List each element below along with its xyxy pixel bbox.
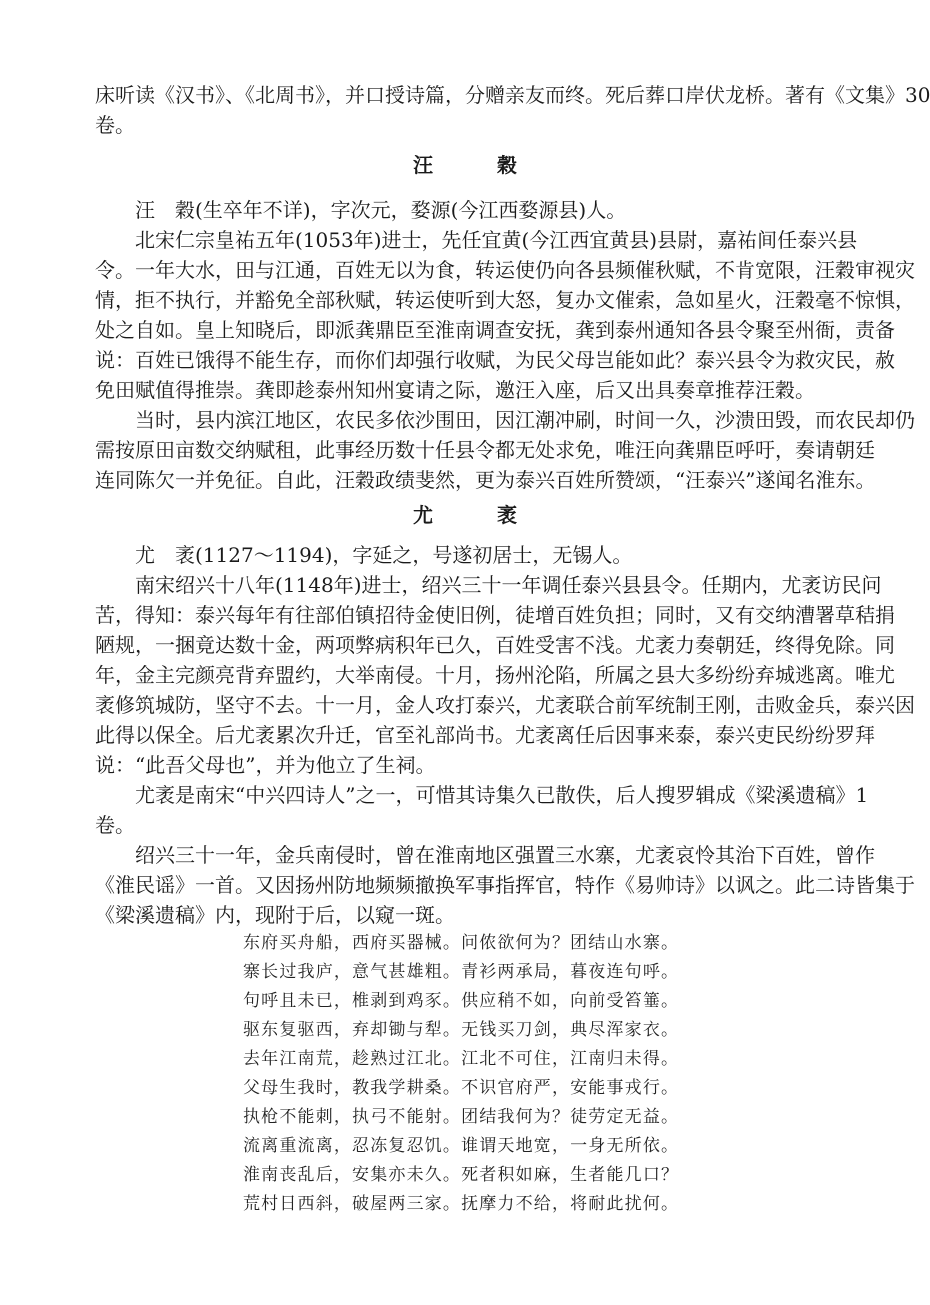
text-line: 卷。 [95,113,135,137]
book-page [95,80,930,1219]
paragraph [95,540,835,570]
paragraph [95,780,869,840]
poem-line: 句呼且未已，椎剥到鸡豕。供应稍不如，向前受笞箠。 [243,991,678,1011]
paragraph [95,80,930,140]
paragraph [95,840,915,930]
poem-line: 去年江南荒，趁熟过江北。江北不可住，江南归未得。 [243,1049,678,1069]
paragraph [95,405,915,495]
text-line: 《淮民谣》一首。又因扬州防地频频撤换军事指挥官，特作《易帅诗》以讽之。此二诗皆集于 [95,873,915,897]
section [95,500,915,1219]
section [95,150,915,495]
text-line: 《梁溪遗稿》内，现附于后，以窥一斑。 [95,903,455,927]
text-line: 当时，县内滨江地区，农民多依沙围田，因江潮冲刷，时间一久，沙溃田毁，而农民却仍 [135,408,915,432]
poem-line: 父母生我时，教我学耕桑。不识官府严，安能事戎行。 [243,1078,678,1098]
poem-line: 荒村日西斜，破屋两三家。抚摩力不给，将耐此扰何。 [243,1194,678,1214]
poem-line: 驱东复驱西，弃却锄与犁。无钱买刀剑，典尽浑家衣。 [243,1020,678,1040]
poem-line: 东府买舟船，西府买器械。问侬欲何为？团结山水寨。 [243,933,678,953]
text-line: 苦，得知：泰兴每年有往部伯镇招待金使旧例，徒增百姓负担；同时，又有交纳漕署草秸捐 [95,603,895,627]
text-line: 年，金主完颜亮背弃盟约，大举南侵。十月，扬州沦陷，所属之县大多纷纷弃城逃离。唯尤 [95,663,895,687]
poem-line: 执枪不能刺，执弓不能射。团结我何为？徒劳定无益。 [243,1107,678,1127]
text-line: 说：“此吾父母也”，并为他立了生祠。 [95,753,436,777]
text-line: 尤 袤(1127～1194)，字延之，号遂初居士，无锡人。 [135,543,633,567]
text-line: 免田赋值得推崇。龚即趁泰州知州宴请之际，邀汪入座，后又出具奏章推荐汪穀。 [95,378,815,402]
poem-line: 淮南丧乱后，安集亦未久。死者积如麻，生者能几口？ [243,1165,678,1185]
poem-line: 寨长过我庐，意气甚雄粗。青衫两承局，暮夜连句呼。 [243,962,678,982]
text-line: 处之自如。皇上知晓后，即派龚鼎臣至淮南调查安抚，龚到泰州通知各县令聚至州衙，责备 [95,318,895,342]
text-line: 袤修筑城防，坚守不去。十一月，金人攻打泰兴，尤袤联合前军统制王刚，击败金兵，泰兴因 [95,693,915,717]
paragraph [95,225,915,405]
text-line: 情，拒不执行，并豁免全部秋赋，转运使听到大怒，复办文催索，急如星火，汪穀毫不惊惧， [95,288,915,312]
text-line: 卷。 [95,813,135,837]
text-line: 连同陈欠一并免征。自此，汪穀政绩斐然，更为泰兴百姓所赞颂，“汪泰兴”遂闻名淮东。 [95,468,876,492]
text-line: 需按原田亩数交纳赋租，此事经历数十任县令都无处求免，唯汪向龚鼎臣呼吁，奏请朝廷 [95,438,875,462]
section-heading: 尤袤 [413,503,581,527]
text-line: 床听读《汉书》、《北周书》，并口授诗篇，分赠亲友而终。死后葬口岸伏龙桥。著有《文集》30 [95,83,930,107]
section-heading: 汪穀 [413,153,581,177]
paragraph [95,570,915,780]
paragraph [95,195,835,225]
text-line: 此得以保全。后尤袤累次升迁，官至礼部尚书。尤袤离任后因事来泰，泰兴吏民纷纷罗拜 [95,723,875,747]
text-line: 令。一年大水，田与江通，百姓无以为食，转运使仍向各县频催秋赋，不肯宽限，汪穀审视灾 [95,258,915,282]
poem [243,929,678,1219]
text-line: 汪 穀(生卒年不详)，字次元，婺源(今江西婺源县)人。 [135,198,627,222]
text-line: 陋规，一捆竟达数十金，两项弊病积年已久，百姓受害不浅。尤袤力奏朝廷，终得免除。同 [95,633,895,657]
text-line: 尤袤是南宋“中兴四诗人”之一，可惜其诗集久已散佚，后人搜罗辑成《梁溪遗稿》1 [135,783,869,807]
text-line: 北宋仁宗皇祐五年(1053年)进士，先任宜黄(今江西宜黄县)县尉，嘉祐间任泰兴县 [135,228,858,252]
poem-line: 流离重流离，忍冻复忍饥。谁谓天地宽，一身无所依。 [243,1136,678,1156]
text-line: 南宋绍兴十八年(1148年)进士，绍兴三十一年调任泰兴县县令。任期内，尤袤访民问 [135,573,882,597]
text-line: 说：百姓已饿得不能生存，而你们却强行收赋，为民父母岂能如此？泰兴县令为救灾民，赦 [95,348,895,372]
text-line: 绍兴三十一年，金兵南侵时，曾在淮南地区强置三水寨，尤袤哀怜其治下百姓，曾作 [135,843,875,867]
